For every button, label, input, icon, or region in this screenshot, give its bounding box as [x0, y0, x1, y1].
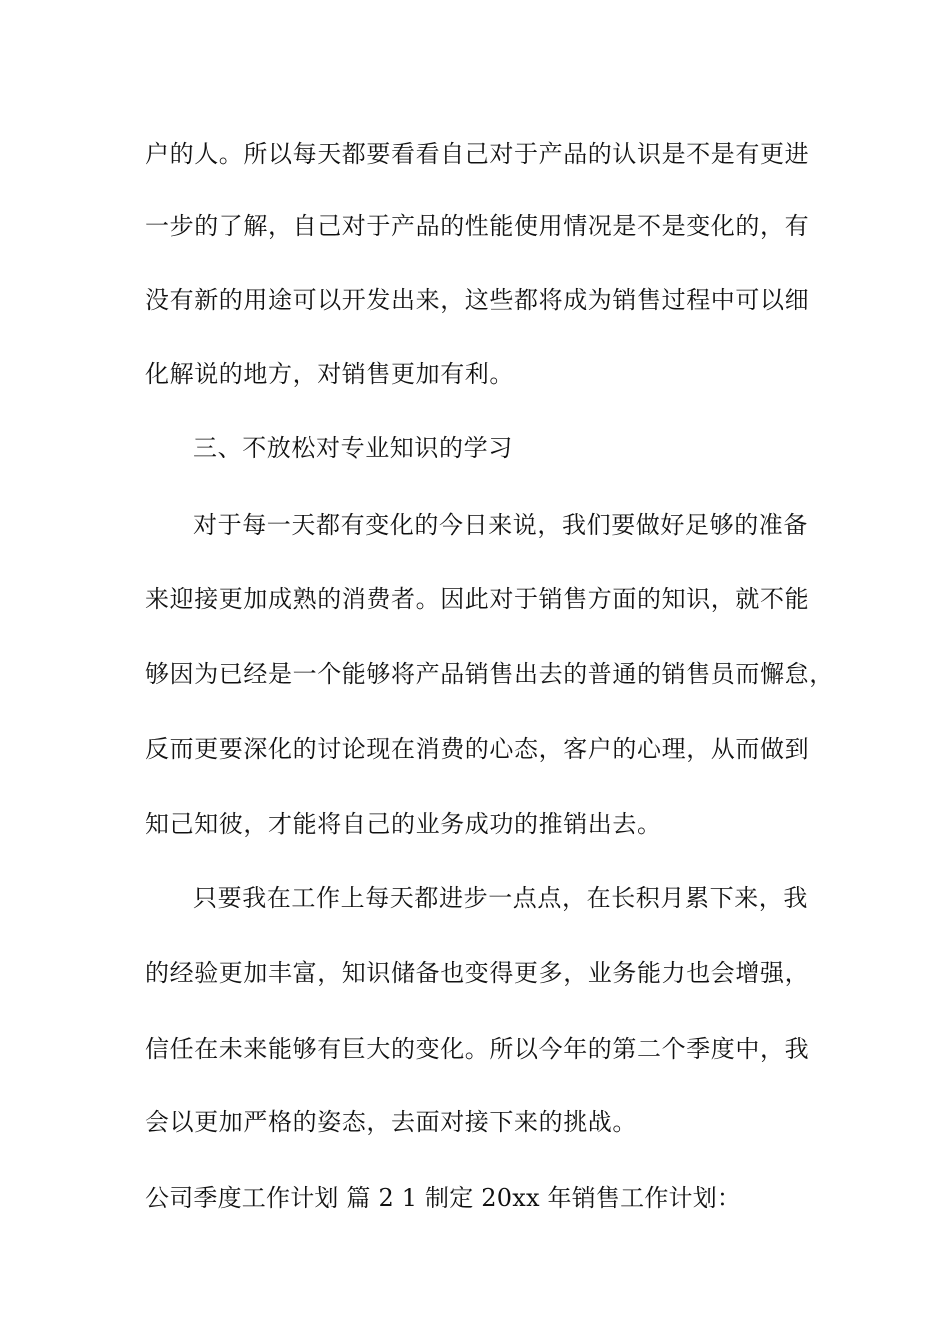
paragraph-line-9: 知己知彼，才能将自己的业务成功的推销出去。 [145, 810, 662, 838]
next-section-title: 公司季度工作计划 篇 2 1 制定 20xx 年销售工作计划： [145, 1184, 742, 1212]
paragraph-line-2: 一步的了解，自己对于产品的性能使用情况是不是变化的，有 [145, 212, 810, 240]
paragraph-line-1: 户的人。所以每天都要看看自己对于产品的认识是不是有更进 [145, 140, 810, 168]
paragraph-line-10: 只要我在工作上每天都进步一点点，在长积月累下来，我 [193, 884, 808, 912]
paragraph-line-4: 化解说的地方，对销售更加有利。 [145, 360, 514, 388]
paragraph-line-3: 没有新的用途可以开发出来，这些都将成为销售过程中可以细 [145, 286, 810, 314]
paragraph-line-11: 的经验更加丰富，知识储备也变得更多，业务能力也会增强， [145, 959, 810, 987]
paragraph-line-8: 反而更要深化的讨论现在消费的心态，客户的心理，从而做到 [145, 735, 810, 763]
paragraph-line-5: 对于每一天都有变化的今日来说，我们要做好足够的准备 [193, 511, 808, 539]
paragraph-line-7: 够因为已经是一个能够将产品销售出去的普通的销售员而懈怠， [145, 660, 834, 688]
section-heading: 三、不放松对专业知识的学习 [193, 434, 513, 462]
paragraph-line-12: 信任在未来能够有巨大的变化。所以今年的第二个季度中，我 [145, 1035, 810, 1063]
paragraph-line-13: 会以更加严格的姿态，去面对接下来的挑战。 [145, 1108, 637, 1136]
paragraph-line-6: 来迎接更加成熟的消费者。因此对于销售方面的知识，就不能 [145, 585, 810, 613]
